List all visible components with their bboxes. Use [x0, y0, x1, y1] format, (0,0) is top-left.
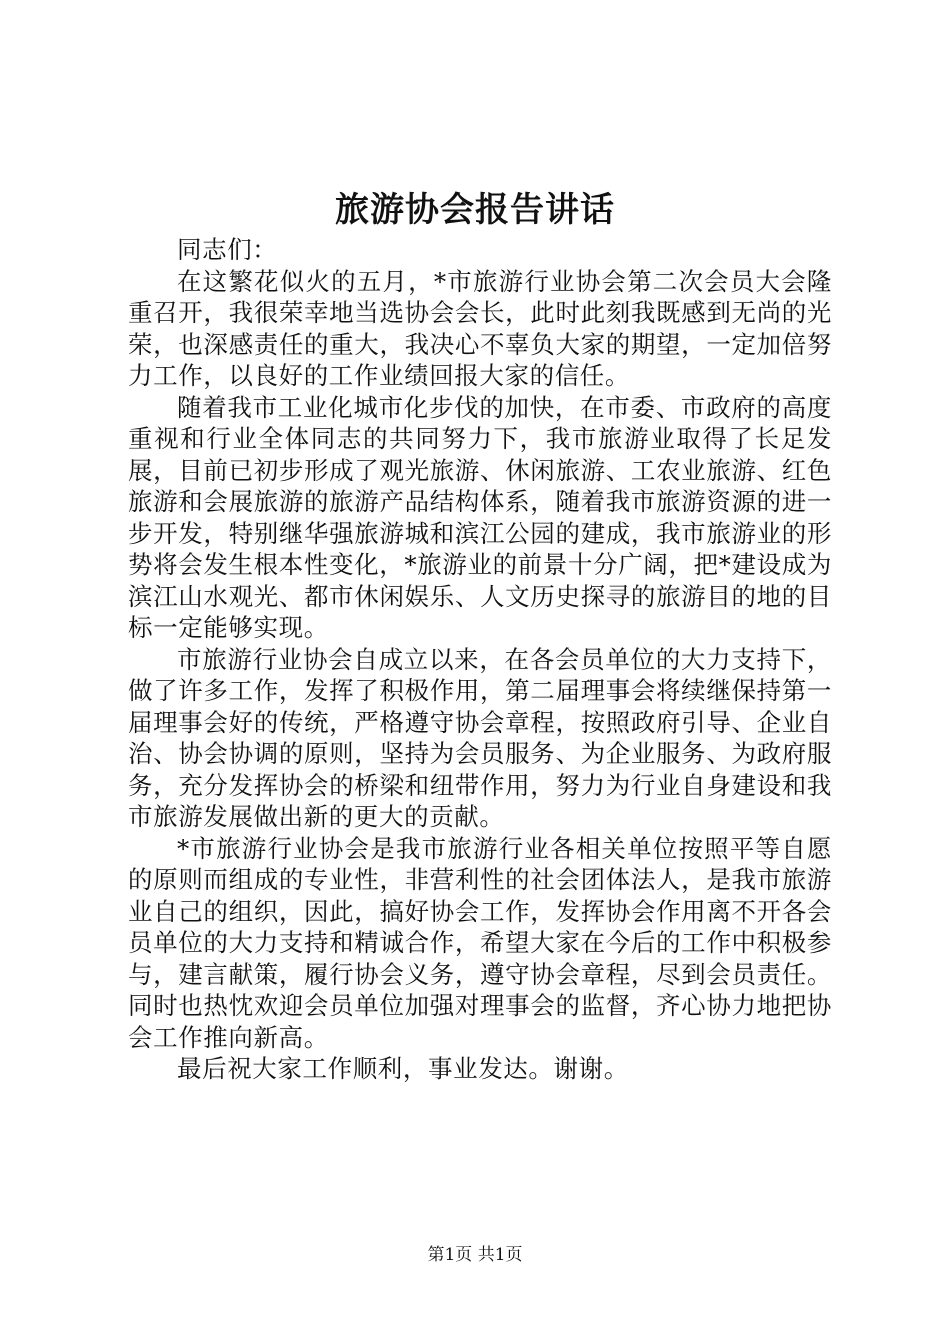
paragraph-5: 最后祝大家工作顺利，事业发达。谢谢。 — [177, 1054, 629, 1083]
document-title: 旅游协会报告讲话 — [335, 190, 615, 230]
document-body — [128, 234, 832, 1085]
paragraph-1: 在这繁花似火的五月，*市旅游行业协会第二次会员大会隆重召开，我很荣幸地当选协会会长，此时此刻我既感到无尚的光荣，也深感责任的重大，我决心不辜负大家的期望，一定加倍努力工作，以良好的工作业绩回报大家的信任。 — [128, 266, 832, 390]
paragraph-2: 随着我市工业化城市化步伐的加快，在市委、市政府的高度重视和行业全体同志的共同努力下，我市旅游业取得了长足发展，目前已初步形成了观光旅游、休闲旅游、工农业旅游、红色旅游和会展旅游的旅游产品结构体系，随着我市旅游资源的进一步开发，特别继华强旅游城和滨江公园的建成，我市旅游业的形势将会发生根本性变化，*旅游业的前景十分广阔，把*建设成为滨江山水观光、都市休闲娱乐、人文历史探寻的旅游目的地的目标一定能够实现。 — [128, 392, 832, 642]
page-number-footer: 第1页 共1页 — [427, 1245, 523, 1265]
paragraph-4: *市旅游行业协会是我市旅游行业各相关单位按照平等自愿的原则而组成的专业性，非营利性的社会团体法人，是我市旅游业自己的组织，因此，搞好协会工作，发挥协会作用离不开各会员单位的大力支持和精诚合作，希望大家在今后的工作中积极参与，建言献策，履行协会义务，遵守协会章程，尽到会员责任。同时也热忱欢迎会员单位加强对理事会的监督，齐心协力地把协会工作推向新高。 — [128, 833, 832, 1052]
salutation: 同志们： — [177, 235, 278, 264]
paragraph-3: 市旅游行业协会自成立以来，在各会员单位的大力支持下，做了许多工作，发挥了积极作用，第二届理事会将续继保持第一届理事会好的传统，严格遵守协会章程，按照政府引导、企业自治、协会协调的原则，坚持为会员服务、为企业服务、为政府服务，充分发挥协会的桥梁和纽带作用，努力为行业自身建设和我市旅游发展做出新的更大的贡献。 — [128, 644, 832, 831]
